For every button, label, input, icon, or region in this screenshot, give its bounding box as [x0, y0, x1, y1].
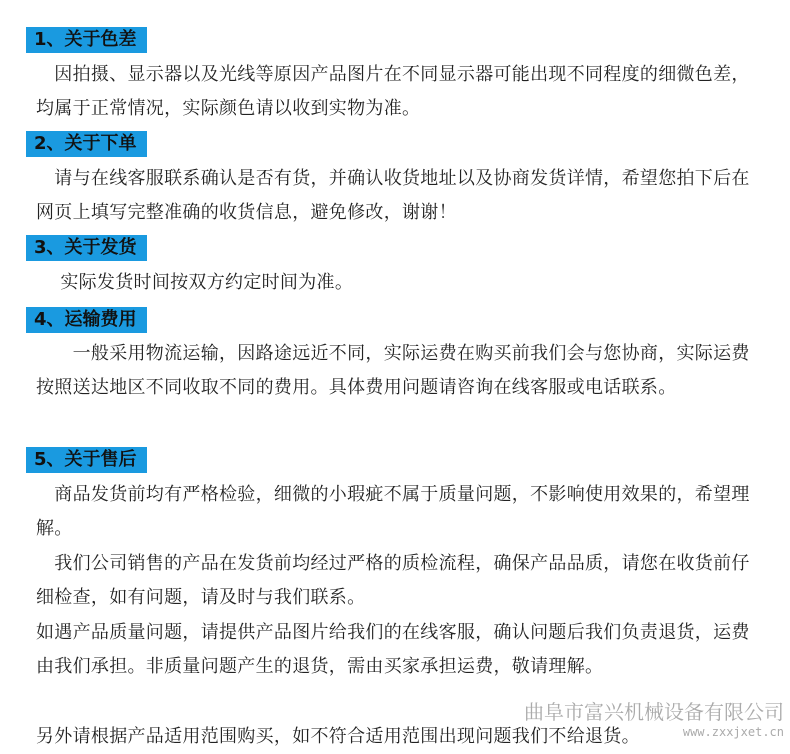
section-5-paragraph-4: 另外请根据产品适用范围购买，如不符合适用范围出现问题我们不给退货。 [36, 726, 640, 747]
section-1-paragraph: 因拍摄、显示器以及光线等原因产品图片在不同显示器可能出现不同程度的细微色差，均属于正常情况，实际颜色请以收到实物为准。 [36, 64, 750, 119]
section-2-heading: 2、关于下单 [26, 131, 147, 157]
company-watermark [524, 700, 784, 740]
section-3-paragraph: 实际发货时间按双方约定时间为准。 [36, 272, 354, 293]
section-2-paragraph: 请与在线客服联系确认是否有货，并确认收货地址以及协商发货详情，希望您拍下后在网页上填写完整准确的收货信息，避免修改，谢谢！ [36, 168, 750, 223]
section-4-heading: 4、运输费用 [26, 307, 147, 333]
section-5-paragraph-3: 如遇产品质量问题，请提供产品图片给我们的在线客服，确认问题后我们负责退货，运费由我们承担。非质量问题产生的退货，需由买家承担运费，敬请理解。 [36, 622, 750, 677]
watermark-company-name: 曲阜市富兴机械设备有限公司 [524, 700, 784, 724]
section-5-paragraph-2: 我们公司销售的产品在发货前均经过严格的质检流程，确保产品品质，请您在收货前仔细检查，如有问题，请及时与我们联系。 [36, 553, 750, 608]
watermark-url: www.zxxjxet.cn [682, 725, 784, 739]
section-3-heading: 3、关于发货 [26, 235, 147, 261]
section-5-heading: 5、关于售后 [26, 447, 147, 473]
section-5-paragraph-1: 商品发货前均有严格检验，细微的小瑕疵不属于质量问题，不影响使用效果的，希望理解。 [36, 484, 750, 539]
section-1-heading: 1、关于色差 [26, 27, 147, 53]
section-4-paragraph: 一般采用物流运输，因路途远近不同，实际运费在购买前我们会与您协商，实际运费按照送达地区不同收取不同的费用。具体费用问题请咨询在线客服或电话联系。 [36, 343, 750, 398]
